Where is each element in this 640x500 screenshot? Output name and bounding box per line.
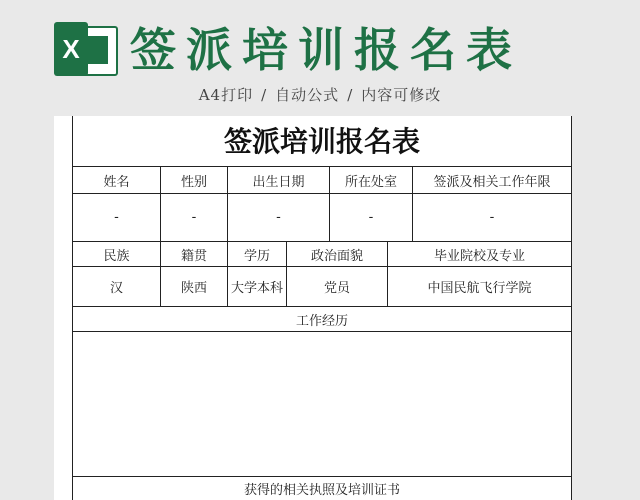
header-department: 所在处室 (330, 166, 413, 194)
subtitle-separator: / (347, 86, 354, 104)
header-school-major: 毕业院校及专业 (388, 242, 572, 267)
header-ethnicity: 民族 (72, 242, 161, 267)
excel-logo-icon: X (54, 22, 116, 76)
value-native-place[interactable]: 陕西 (161, 267, 228, 307)
value-birthdate[interactable]: - (228, 194, 330, 242)
header-birthdate: 出生日期 (228, 166, 330, 194)
banner-title: 签派培训报名表 (130, 23, 522, 77)
value-gender[interactable]: - (161, 194, 228, 242)
value-political-status[interactable]: 党员 (287, 267, 388, 307)
value-name[interactable]: - (72, 194, 161, 242)
banner (0, 0, 640, 115)
subtitle-item-editable: 内容可修改 (361, 86, 442, 104)
header-education: 学历 (228, 242, 287, 267)
value-department[interactable]: - (330, 194, 413, 242)
certificates-label: 获得的相关执照及培训证书 (72, 477, 572, 500)
banner-subtitle (0, 84, 640, 105)
header-gender: 性别 (161, 166, 228, 194)
value-school-major[interactable]: 中国民航飞行学院 (388, 267, 572, 307)
value-work-years[interactable]: - (413, 194, 572, 242)
header-work-years: 签派及相关工作年限 (413, 166, 572, 194)
work-experience-label: 工作经历 (72, 307, 572, 332)
header-native-place: 籍贯 (161, 242, 228, 267)
header-name: 姓名 (72, 166, 161, 194)
subtitle-item-print: A4打印 (198, 86, 254, 104)
value-ethnicity[interactable]: 汉 (72, 267, 161, 307)
header-political-status: 政治面貌 (287, 242, 388, 267)
work-experience-field[interactable] (72, 332, 572, 477)
form-title: 签派培训报名表 (223, 125, 420, 158)
subtitle-item-formula: 自动公式 (275, 86, 340, 104)
subtitle-separator: / (261, 86, 268, 104)
value-education[interactable]: 大学本科 (228, 267, 287, 307)
